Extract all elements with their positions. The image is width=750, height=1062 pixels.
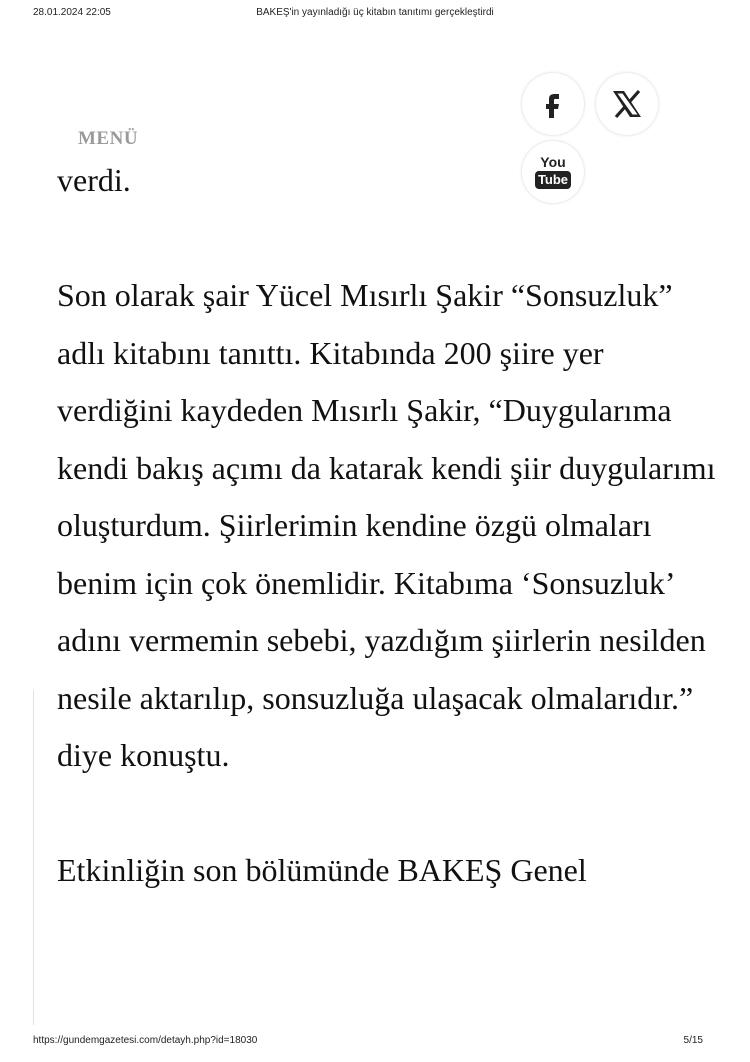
youtube-you-text: You (540, 154, 566, 170)
x-twitter-icon (610, 87, 644, 121)
youtube-tube-text: Tube (535, 171, 571, 189)
article-paragraph: Son olarak şair Yücel Mısırlı Şakir “Sonsuzluk” adlı kitabını tanıttı. Kitabında 200 şiire yer verdiğini kaydeden Mısırlı Şakir, “Duygularıma kendi bakış açımı da katarak kendi şiir duygularımı oluşturdum. Şiirlerimin kendine özgü olmaları benim için çok önemlidir. Kitabıma ‘Sonsuzluk’ adını vermemin sebebi, yazdığım şiirlerin nesilden nesile aktarılıp, sonsuzluğa ulaşacak olmalarıdır.” diye konuştu. (57, 277, 716, 773)
facebook-button[interactable] (522, 73, 584, 135)
print-url: https://gundemgazetesi.com/detayh.php?id=18030 (33, 1035, 258, 1046)
article-paragraph: Etkinliğin son bölümünde BAKEŞ Genel (57, 851, 587, 888)
cut-off-text-area (0, 160, 750, 200)
facebook-icon (539, 90, 567, 118)
x-twitter-button[interactable] (596, 73, 658, 135)
print-page-number: 5/15 (683, 1035, 703, 1046)
cut-off-line: verdi. (57, 162, 131, 198)
menu-button[interactable]: MENÜ (78, 128, 139, 149)
left-divider (33, 690, 34, 1025)
youtube-icon (535, 155, 571, 189)
article-body (57, 267, 727, 899)
print-datetime: 28.01.2024 22:05 (33, 7, 111, 18)
youtube-button[interactable] (522, 141, 584, 203)
print-page-title: BAKEŞ'in yayınladığı üç kitabın tanıtımı gerçekleştirdi (256, 7, 494, 18)
print-footer (0, 1035, 750, 1049)
print-header (0, 7, 750, 21)
